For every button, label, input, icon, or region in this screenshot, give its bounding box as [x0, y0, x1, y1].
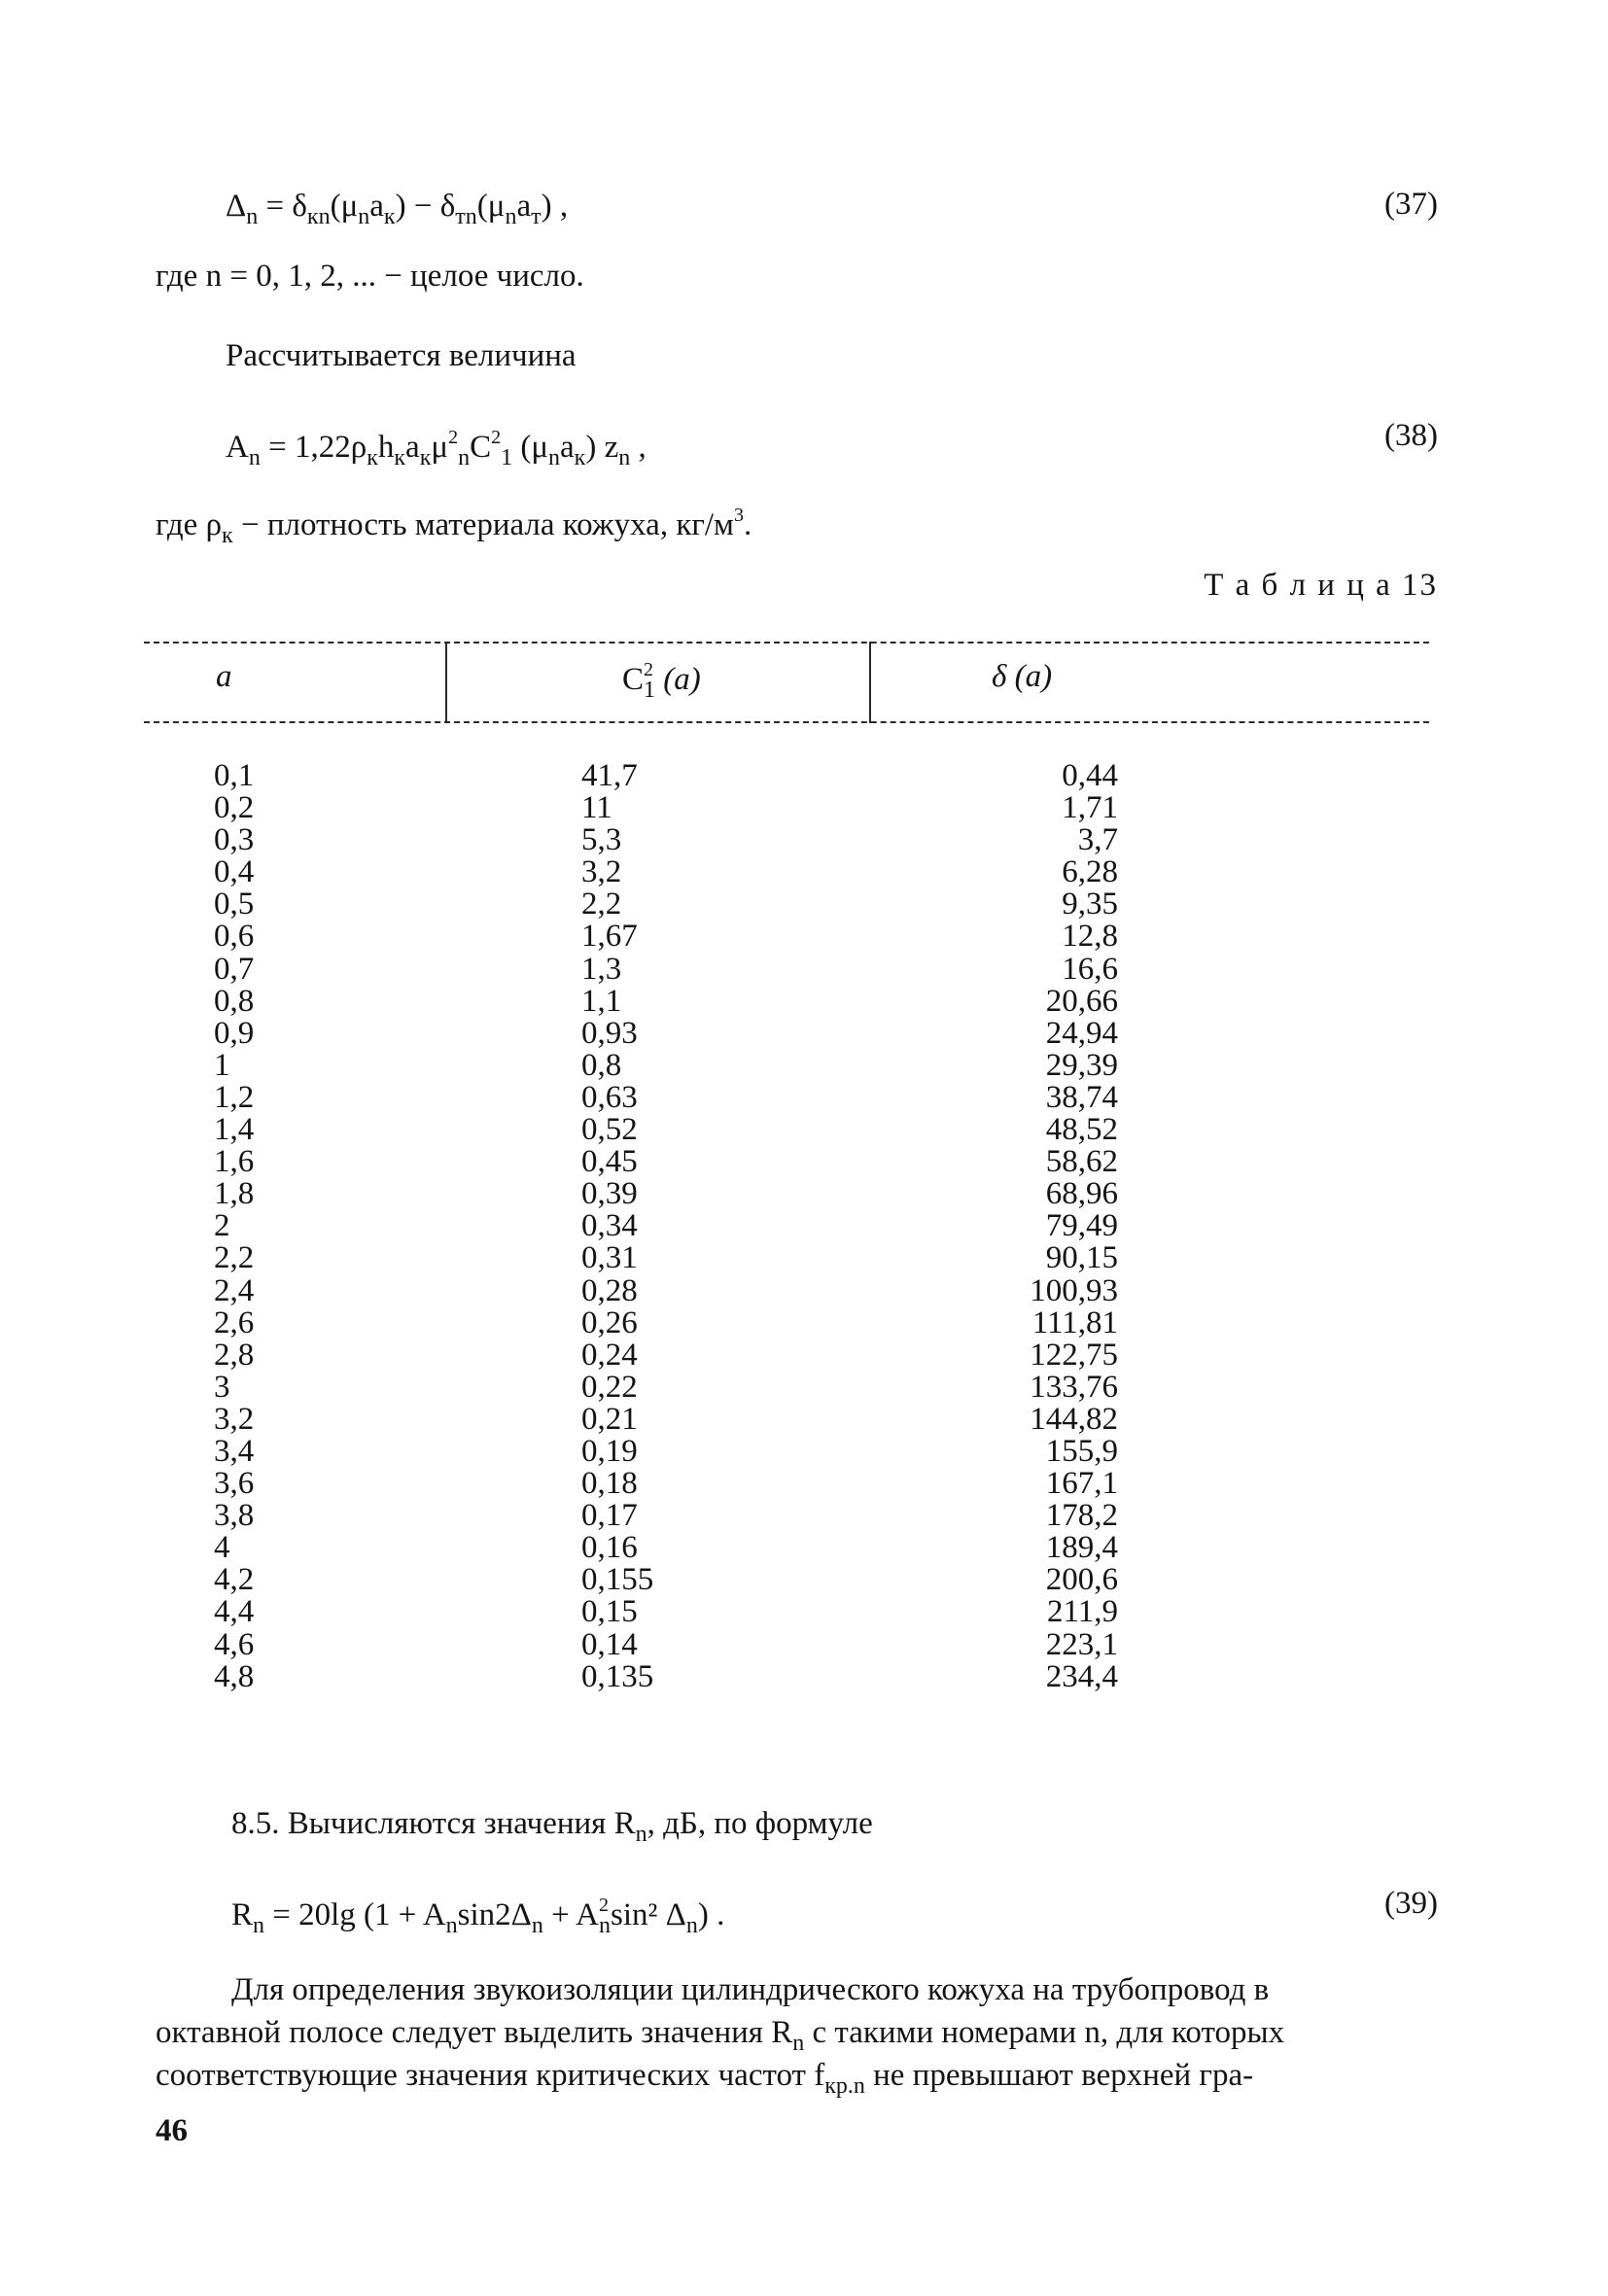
table-cell-delta: 68,96: [1045, 1176, 1118, 1212]
equation-number-38: (38): [1384, 418, 1438, 453]
equation-number-37: (37): [1384, 187, 1438, 222]
table-cell-delta: 20,66: [1045, 983, 1118, 1019]
table-cell-delta: 16,6: [1062, 951, 1118, 987]
table-cell-a: 4: [214, 1530, 230, 1566]
where-rho-text: где $\rho_к$ − плотность материала кожуха, $кг/м^3$.: [156, 504, 752, 548]
table-cell-a: 3: [214, 1369, 230, 1405]
table-cell-delta: 189,4: [1045, 1530, 1118, 1566]
table-cell-delta: 122,75: [1030, 1337, 1118, 1373]
table-cell-delta: 24,94: [1045, 1015, 1118, 1051]
header-c: $C^2_1$ (a): [622, 659, 701, 703]
table-caption: Т а б л и ц а 13: [1204, 568, 1438, 603]
table-cell-a: 0,3: [214, 822, 255, 858]
table-cell-a: 0,8: [214, 983, 255, 1019]
table-cell-a: 3,6: [214, 1466, 255, 1502]
table-cell-delta: 178,2: [1045, 1498, 1118, 1534]
table-cell-a: 0,5: [214, 887, 255, 922]
table-cell-a: 1,8: [214, 1176, 255, 1212]
column-delta-values: [992, 760, 1118, 1693]
table-top-rule: [144, 642, 1429, 644]
table-cell-c: 11: [581, 790, 612, 826]
header-a: a: [216, 659, 232, 694]
table-cell-a: 0,9: [214, 1015, 255, 1051]
table-cell-c: 1,67: [581, 919, 638, 955]
table-cell-a: 0,1: [214, 758, 255, 793]
table-col-divider-1: [445, 642, 447, 723]
table-cell-a: 2,8: [214, 1337, 255, 1373]
table-cell-c: 0,17: [581, 1498, 638, 1534]
table-cell-c: 0,135: [581, 1658, 654, 1694]
table-cell-a: 4,8: [214, 1658, 255, 1694]
table-cell-a: 2,6: [214, 1305, 255, 1340]
table-cell-a: 1,6: [214, 1144, 255, 1180]
table-cell-c: 0,15: [581, 1594, 638, 1630]
table-cell-a: 4,2: [214, 1562, 255, 1598]
table-cell-c: 2,2: [581, 887, 622, 922]
table-cell-delta: 12,8: [1062, 919, 1118, 955]
table-cell-a: 4,6: [214, 1626, 255, 1662]
table-cell-c: 0,22: [581, 1369, 638, 1405]
table-cell-c: 0,34: [581, 1208, 638, 1244]
table-cell-c: 0,24: [581, 1337, 638, 1373]
table-cell-c: 0,93: [581, 1015, 638, 1051]
table-cell-a: 0,7: [214, 951, 255, 987]
table-cell-delta: 234,4: [1045, 1658, 1118, 1694]
table-cell-c: 0,45: [581, 1144, 638, 1180]
table-cell-delta: 6,28: [1062, 854, 1118, 890]
table-cell-delta: 38,74: [1045, 1079, 1118, 1115]
table-cell-delta: 48,52: [1045, 1112, 1118, 1148]
table-cell-c: 3,2: [581, 854, 622, 890]
table-cell-delta: 200,6: [1045, 1562, 1118, 1598]
table-cell-delta: 111,81: [1031, 1305, 1118, 1340]
computed-text: Рассчитывается величина: [226, 338, 577, 373]
column-c-values: [581, 760, 653, 1693]
header-delta: δ (a): [992, 659, 1053, 694]
section-8-5: 8.5. Вычисляются значения $R_n$, дБ, по формуле: [231, 1806, 873, 1847]
table-cell-c: 1,3: [581, 951, 622, 987]
equation-number-39: (39): [1384, 1886, 1438, 1921]
table-cell-a: 3,4: [214, 1433, 255, 1469]
table-cell-delta: 144,82: [1030, 1401, 1118, 1437]
column-a-values: [214, 760, 254, 1693]
table-cell-delta: 3,7: [1077, 822, 1118, 858]
table-cell-delta: 223,1: [1045, 1626, 1118, 1662]
table-cell-c: 0,52: [581, 1112, 638, 1148]
table-cell-c: 0,155: [581, 1562, 654, 1598]
table-cell-c: 0,21: [581, 1401, 638, 1437]
table-cell-c: 0,39: [581, 1176, 638, 1212]
table-cell-c: 0,26: [581, 1305, 638, 1340]
table-cell-c: 0,19: [581, 1433, 638, 1469]
formula-38: $A_n = 1,22\rho_кh_кa_к\mu^2_nC^2_1$ $(\mu_na_к)$ $z_n$ ,: [226, 427, 647, 470]
table-cell-a: 3,8: [214, 1498, 255, 1534]
table-cell-c: 1,1: [581, 983, 622, 1019]
table-cell-a: 3,2: [214, 1401, 255, 1437]
table-cell-c: 0,8: [581, 1047, 622, 1083]
table-cell-delta: 211,9: [1046, 1594, 1118, 1630]
table-cell-a: 0,6: [214, 919, 255, 955]
table-cell-delta: 58,62: [1045, 1144, 1118, 1180]
table-cell-a: 0,4: [214, 854, 255, 890]
paragraph-line-1: Для определения звукоизоляции цилиндрического кожуха на трубопровод в: [231, 1972, 1270, 2007]
table-cell-delta: 79,49: [1045, 1208, 1118, 1244]
where-n-text: где n = 0, 1, 2, ... − целое число.: [156, 259, 584, 294]
table-cell-a: 4,4: [214, 1594, 255, 1630]
paragraph-line-2: октавной полосе следует выделить значения $R_n$ с такими номерами n, для которых: [156, 2015, 1285, 2056]
table-cell-delta: 9,35: [1062, 887, 1118, 922]
table-cell-delta: 29,39: [1045, 1047, 1118, 1083]
table-cell-delta: 155,9: [1045, 1433, 1118, 1469]
page-number: 46: [156, 2113, 188, 2148]
table-cell-a: 1: [214, 1047, 230, 1083]
table-cell-a: 2: [214, 1208, 230, 1244]
table-cell-delta: 1,71: [1062, 790, 1118, 826]
table-header-rule: [144, 721, 1429, 723]
table-cell-delta: 133,76: [1030, 1369, 1118, 1405]
table-cell-c: 41,7: [581, 758, 638, 793]
table-cell-c: 0,18: [581, 1466, 638, 1502]
table-cell-delta: 90,15: [1045, 1240, 1118, 1276]
table-cell-a: 2,2: [214, 1240, 255, 1276]
table-cell-delta: 0,44: [1062, 758, 1118, 793]
table-cell-a: 1,2: [214, 1079, 255, 1115]
table-cell-a: 1,4: [214, 1112, 255, 1148]
table-cell-c: 0,31: [581, 1240, 638, 1276]
table-cell-c: 0,16: [581, 1530, 638, 1566]
table-cell-c: 0,63: [581, 1079, 638, 1115]
table-cell-c: 0,14: [581, 1626, 638, 1662]
table-cell-c: 0,28: [581, 1272, 638, 1308]
table-cell-delta: 167,1: [1045, 1466, 1118, 1502]
formula-39: $R_n = 20\lg$ ($1 + A_n\sin 2\Delta_n + A^2_n\sin^2$ $\Delta_n$) .: [231, 1895, 725, 1938]
table-col-divider-2: [869, 642, 871, 723]
table-cell-a: 2,4: [214, 1272, 255, 1308]
table-cell-a: 0,2: [214, 790, 255, 826]
paragraph-line-3: соответствующие значения критических частот $f_{кр.n}$ не превышают верхней гра-: [156, 2058, 1254, 2099]
table-cell-c: 5,3: [581, 822, 622, 858]
formula-37: $\Delta_n = \delta_{кn}(\mu_na_к) - \delta_{тn}(\mu_na_т)$ ,: [226, 189, 569, 229]
table-cell-delta: 100,93: [1030, 1272, 1118, 1308]
